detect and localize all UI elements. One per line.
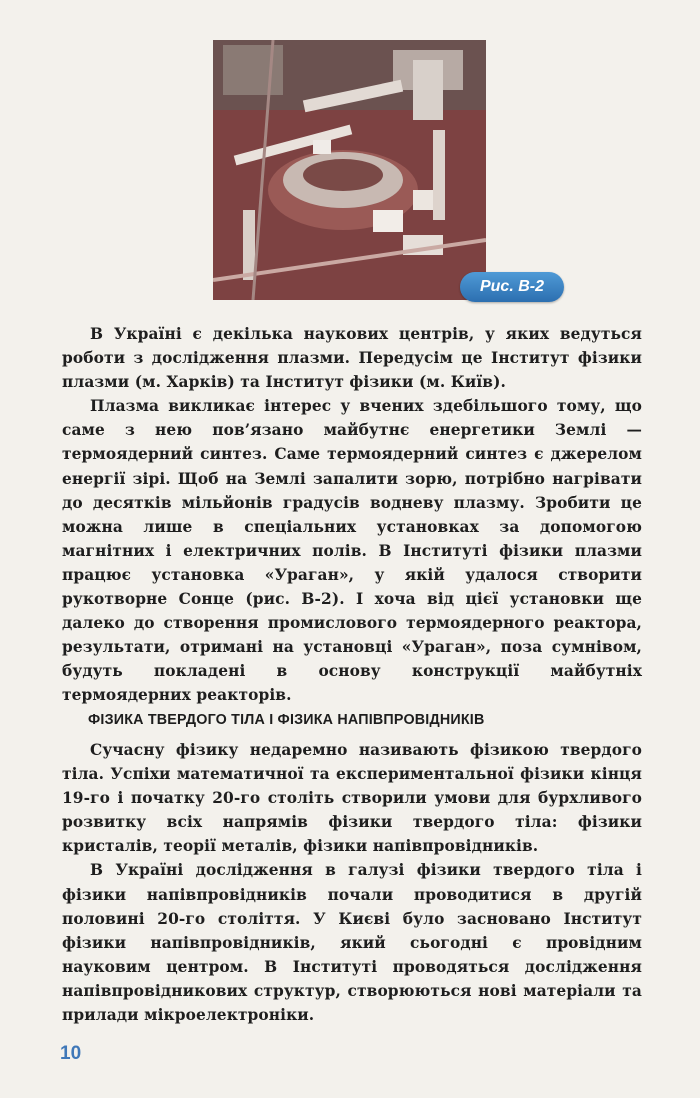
figure-caption-badge: Рис. В-2 xyxy=(460,272,564,302)
body-text-plasma xyxy=(62,322,642,708)
paragraph: В Україні є декілька наукових центрів, у яких ведуться роботи з дослідження плазми. Передусім це Інститут фізики плазми (м. Харків) та Інститут фізики (м. Київ). xyxy=(62,325,642,392)
page-number: 10 xyxy=(60,1043,82,1064)
fusion-installation-photo xyxy=(213,40,486,300)
paragraph: Сучасну фізику недаремно називають фізикою твердого тіла. Успіхи математичної та експериментальної фізики кінця 19-го і початку 20-го століть створили умови для бурхливого розвитку всіх напрямів фізики твердого тіла: фізики кристалів, теорії металів, фізики напівпровідників. xyxy=(62,741,642,856)
paragraph: В Україні дослідження в галузі фізики твердого тіла і фізики напівпровідників почали проводитися в другій половині 20-го століття. У Києві було засновано Інститут фізики напівпровідників, який сьогодні є провідним науковим центром. В Інституті проводяться дослідження напівпровідникових структур, створюються нові матеріали та прилади мікроелектроніки. xyxy=(62,861,642,1025)
paragraph: Плазма викликає інтерес у вчених здебільшого тому, що саме з нею пов’язано майбутнє енергетики Землі — термоядерний синтез. Саме термоядерний синтез є джерелом енергії зірі. Щоб на Землі запалити зорю, потрібно нагрівати до десятків мільйонів градусів водневу плазму. Зробити це можна лише в спеціальних установках за допомогою магнітних і електричних полів. В Інституті фізики плазми працює установка «Ураган», у якій удалося створити рукотворне Сонце (рис. В-2). І хоча від цієї установки ще далеко до створення промислового термоядерного реактора, результати, отримані на установці «Ураган», поза сумнівом, будуть покладені в основу конструкції майбутніх термоядерних реакторів. xyxy=(62,397,642,705)
body-text-solid-state xyxy=(62,738,642,1027)
section-heading: ФІЗИКА ТВЕРДОГО ТІЛА І ФІЗИКА НАПІВПРОВІДНИКІВ xyxy=(88,712,485,728)
photo-illustration xyxy=(213,40,486,300)
